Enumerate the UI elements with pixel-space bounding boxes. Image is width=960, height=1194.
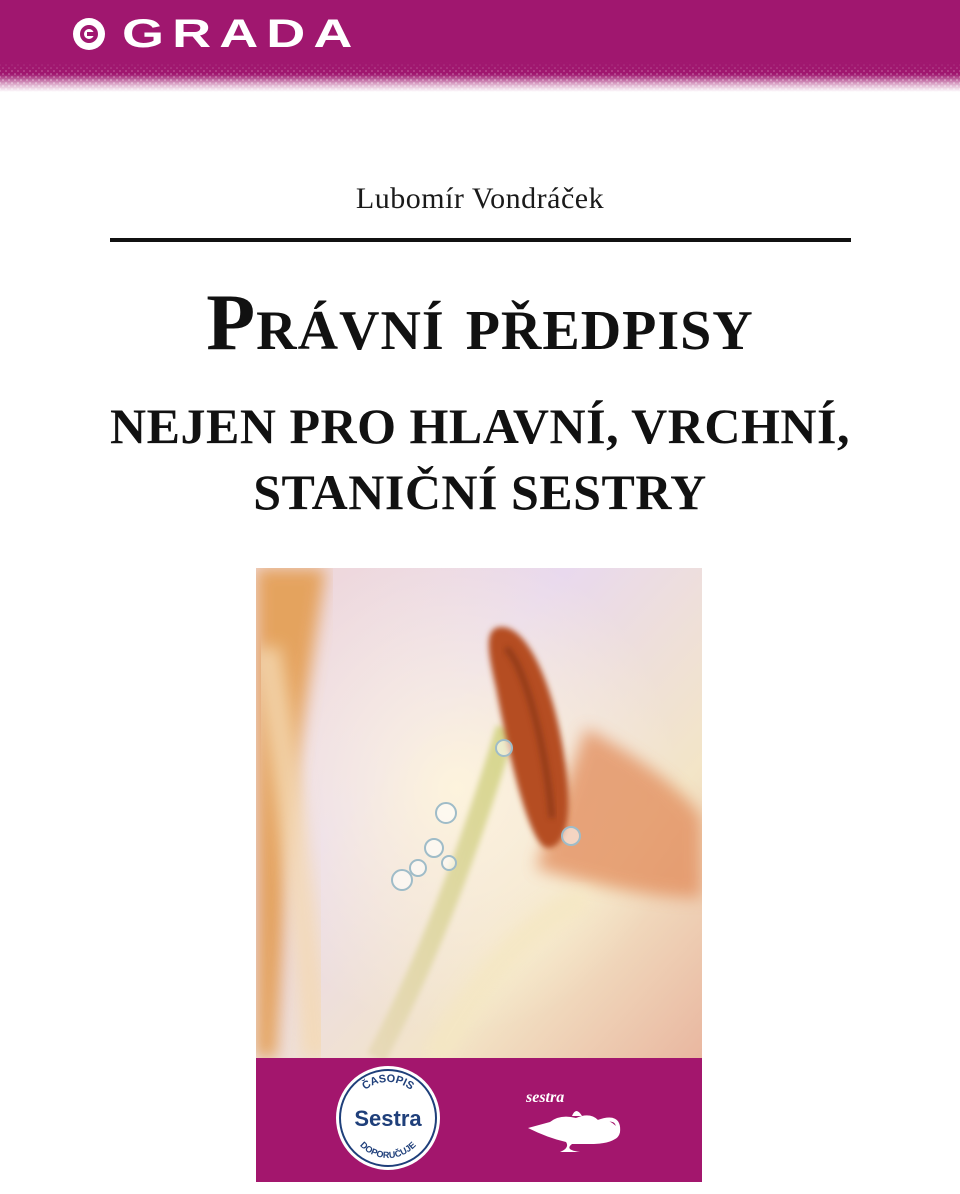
book-title: Právní předpisy (206, 279, 754, 367)
dither-pattern (0, 62, 960, 92)
book-subtitle (0, 393, 960, 525)
seal-bottom-text: DOPORUČUJE (358, 1139, 418, 1161)
oil-lamp-icon (520, 1080, 630, 1160)
grada-logo-icon (72, 17, 106, 51)
seal-top-text: ČASOPIS (360, 1072, 416, 1093)
subtitle-line-2: STANIČNÍ SESTRY (253, 464, 707, 520)
subtitle-line-1: NEJEN PRO HLAVNÍ, VRCHNÍ, (110, 398, 850, 454)
lamp-label: sestra (526, 1089, 565, 1106)
casopis-sestra-seal (334, 1064, 442, 1172)
seal-center-text: Sestra (354, 1106, 422, 1131)
cover-photo (256, 568, 702, 1058)
recommendation-band (256, 1058, 702, 1182)
flower-macro-image (256, 568, 702, 1058)
publisher-name: GRADA (122, 12, 361, 56)
author-name: Lubomír Vondráček (355, 182, 605, 215)
divider (110, 238, 851, 242)
